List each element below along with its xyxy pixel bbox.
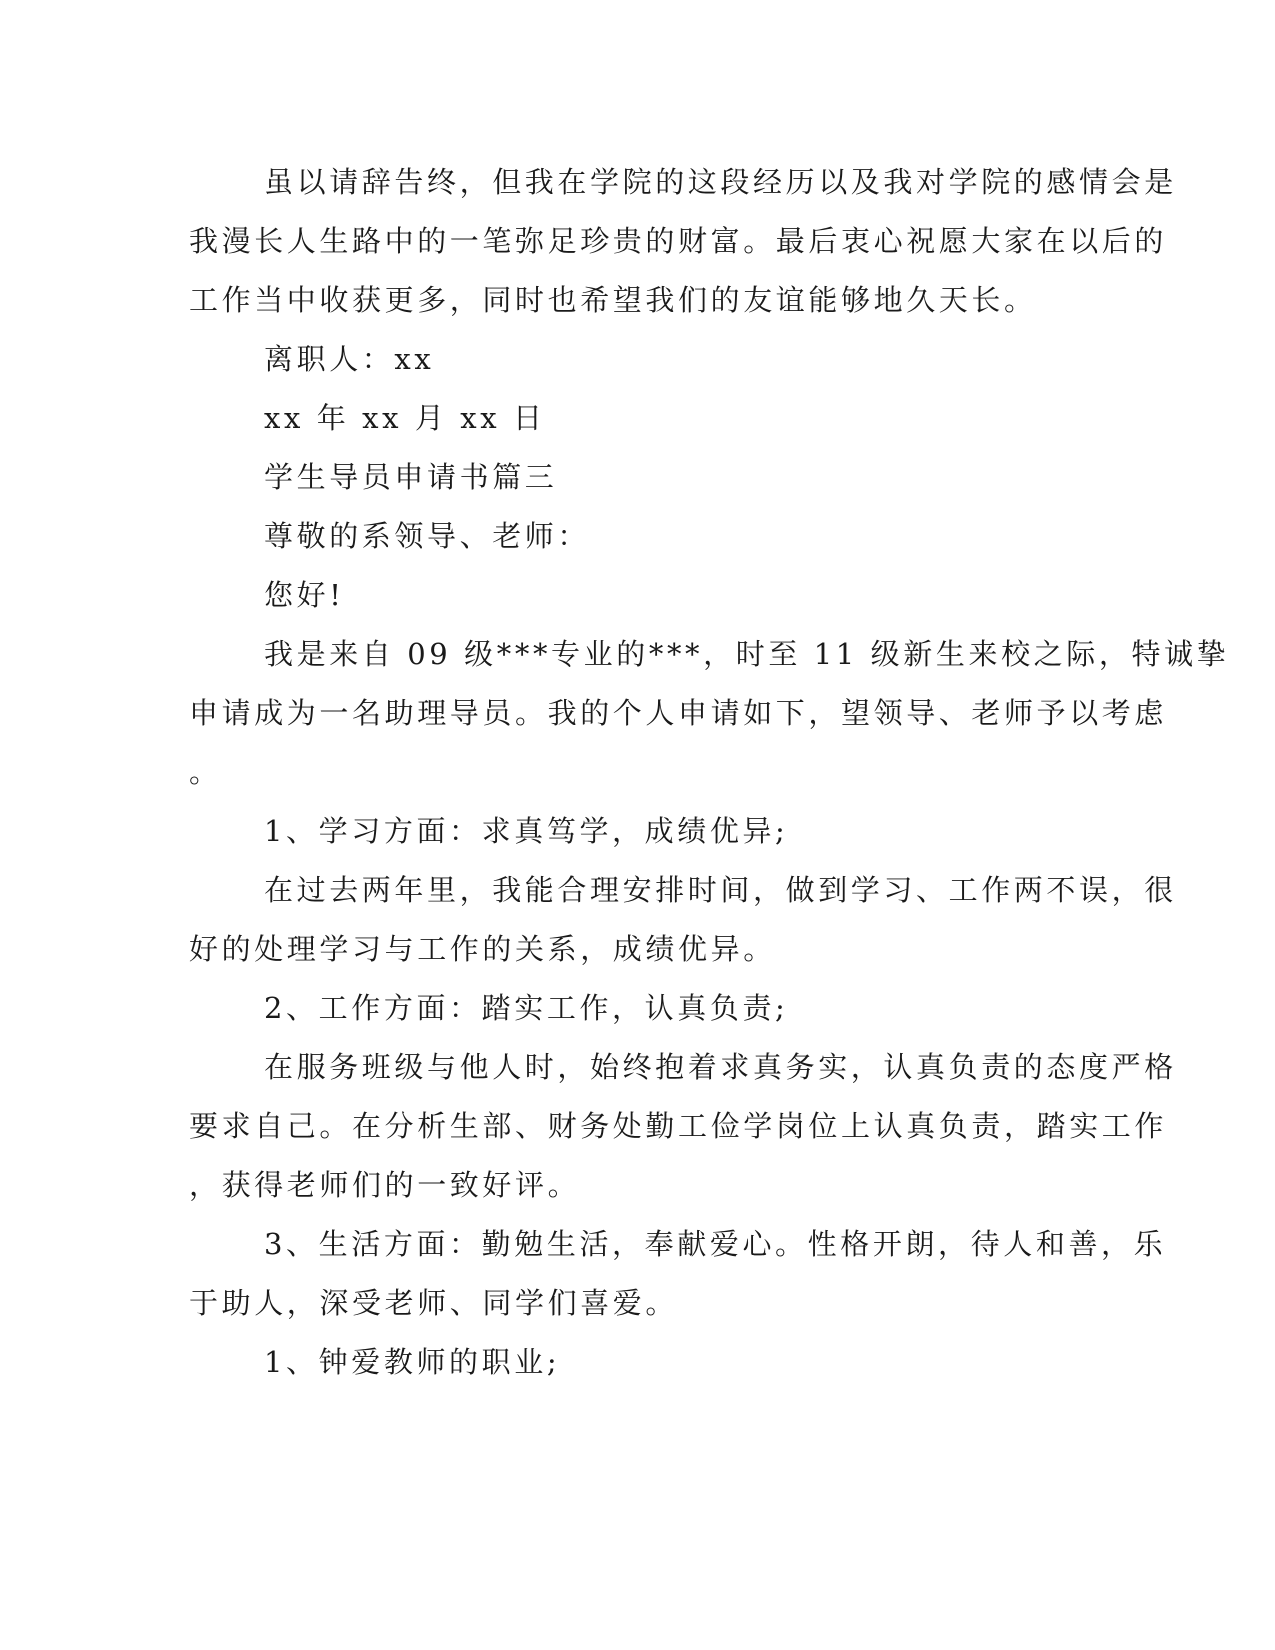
paragraph-line: 在服务班级与他人时，始终抱着求真务实，认真负责的态度严格 bbox=[264, 1050, 1177, 1084]
paragraph-line: 好的处理学习与工作的关系，成绩优异。 bbox=[189, 932, 776, 966]
paragraph-line: 于助人，深受老师、同学们喜爱。 bbox=[189, 1286, 679, 1320]
paragraph-line: 。 bbox=[189, 755, 222, 789]
paragraph-line: 要求自己。在分析生部、财务处勤工俭学岗位上认真负责，踏实工作 bbox=[189, 1109, 1168, 1143]
paragraph-line: 我漫长人生路中的一笔弥足珍贵的财富。最后衷心祝愿大家在以后的 bbox=[189, 224, 1168, 258]
salutation: 尊敬的系领导、老师： bbox=[264, 519, 591, 553]
list-heading: 3、生活方面：勤勉生活，奉献爱心。性格开朗，待人和善，乐 bbox=[264, 1227, 1167, 1261]
date-line: xx 年 xx 月 xx 日 bbox=[264, 401, 546, 435]
paragraph-line: ，获得老师们的一致好评。 bbox=[189, 1168, 581, 1202]
list-heading: 1、钟爱教师的职业; bbox=[264, 1345, 561, 1379]
paragraph-line: 申请成为一名助理导员。我的个人申请如下，望领导、老师予以考虑 bbox=[189, 696, 1168, 730]
paragraph-line: 虽以请辞告终，但我在学院的这段经历以及我对学院的感情会是 bbox=[264, 165, 1177, 199]
section-title: 学生导员申请书篇三 bbox=[264, 460, 558, 494]
paragraph-line: 工作当中收获更多，同时也希望我们的友谊能够地久天长。 bbox=[189, 283, 1037, 317]
list-heading: 1、学习方面：求真笃学，成绩优异; bbox=[264, 814, 789, 848]
greeting: 您好! bbox=[264, 578, 345, 612]
paragraph-line: 在过去两年里，我能合理安排时间，做到学习、工作两不误，很 bbox=[264, 873, 1177, 907]
paragraph-line: 我是来自 09 级***专业的***，时至 11 级新生来校之际，特诚挚 bbox=[264, 637, 1230, 671]
list-heading: 2、工作方面：踏实工作，认真负责; bbox=[264, 991, 789, 1025]
resigner-line: 离职人：xx bbox=[264, 342, 435, 376]
